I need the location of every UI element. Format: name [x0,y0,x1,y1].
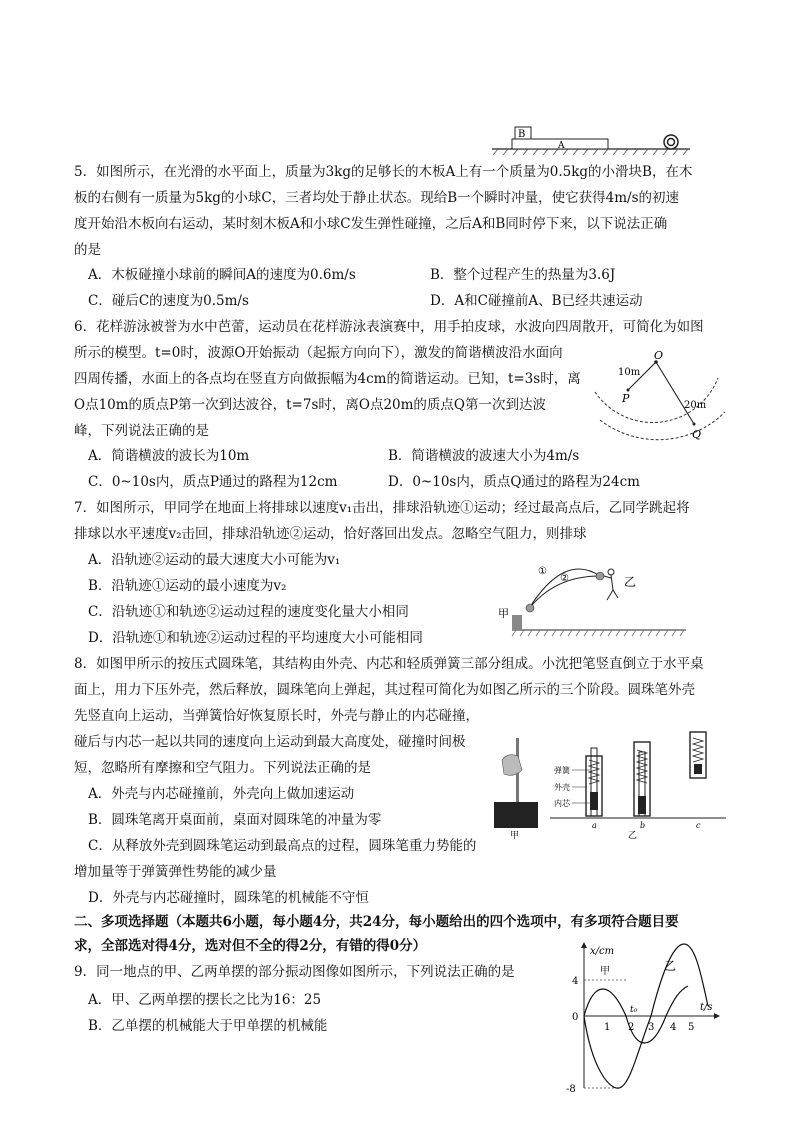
label-yi: 乙 [628,831,638,840]
q6-option-a[interactable]: A．简谐横波的波长为10m [88,448,250,464]
x-tick-4: 4 [670,1022,677,1033]
label-yi: 乙 [624,575,637,589]
label-10m: 10m [618,367,641,378]
label-jia: 甲 [498,607,509,620]
label-o: O [654,350,664,362]
label-yi: 乙 [664,959,677,973]
q9-option-b[interactable]: B．乙单摆的机械能大于甲单摆的机械能 [88,1018,328,1034]
y-tick-0: 0 [572,1012,579,1023]
q5-option-d[interactable]: D．A和C碰撞前A、B已经共速运动 [430,293,643,309]
q6-option-d[interactable]: D．0~10s内，质点Q通过的路程为24cm [388,474,640,490]
label-a: A [558,141,565,151]
q9-option-a[interactable]: A．甲、乙两单摆的摆长之比为16：25 [88,992,322,1008]
q6-line-4: O点10m的质点P第一次到达波谷，t=7s时，离O点20m的质点Q第一次到达波 [74,397,546,413]
q8-line-4: 碰后与内芯一起以共同的速度向上运动到最大高度处，碰撞时间极 [74,734,466,750]
q5-figure [490,122,695,158]
q5-line-1: 5．如图所示，在光滑的水平面上，质量为3kg的足够长的木板A上有一个质量为0.5kg的小滑块B，在木 [74,164,693,180]
x-tick-2: 2 [628,1022,635,1033]
pen-stage-b [634,742,650,816]
q8-line-5: 短，忽略所有摩擦和空气阻力。下列说法正确的是 [74,760,371,776]
q5-line-3: 度开始沿木板向右运动，某时刻木板A和小球C发生弹性碰撞，之后A和B同时停下来，以下说法正确 [74,216,668,232]
q9-line-1: 9．同一地点的甲、乙两单摆的部分振动图像如图所示，下列说法正确的是 [74,964,515,980]
q8-figure [488,730,728,840]
q6-line-5: 峰，下列说法正确的是 [74,423,209,439]
q8-option-c-cont: 增加量等于弹簧弹性势能的减少量 [74,864,277,880]
label-jia: 甲 [510,831,520,840]
q6-option-c[interactable]: C．0~10s内，质点P通过的路程为12cm [88,474,338,490]
q6-option-b[interactable]: B．简谐横波的波速大小为4m/s [388,448,580,464]
q5-option-a[interactable]: A．木板碰撞小球前的瞬间A的速度为0.6m/s [88,267,356,283]
q8-option-d[interactable]: D．外壳与内芯碰撞时，圆珠笔的机械能不守恒 [88,890,369,906]
label-core: 内芯 [554,799,570,808]
table-block [494,802,538,828]
q9-figure [560,940,720,1096]
q8-option-a[interactable]: A．外壳与内芯碰撞前，外壳向上做加速运动 [88,786,355,802]
q5-line-2: 板的右侧有一质量为5kg的小球C，三者均处于静止状态。现给B一个瞬时冲量，使它获得4m/s的初速 [74,190,680,206]
q5-option-b[interactable]: B．整个过程产生的热量为3.6J [430,267,616,283]
trajectory-2-label: ② [560,573,569,584]
q6-figure [590,350,730,442]
q5-option-c[interactable]: C．碰后C的速度为0.5m/s [88,293,249,309]
section2-header-2: 求，全部选对得4分，选对但不全的得2分，有错的得0分） [74,938,427,954]
y-axis-label: x/cm [590,946,615,957]
q8-line-2: 面上，用力下压外壳，然后释放，圆珠笔向上弹起，其过程可简化为如图乙所示的三个阶段。圆珠笔外壳 [74,682,695,698]
x-tick-5: 5 [688,1022,695,1033]
section2-header-1: 二、多项选择题（本题共6小题，每小题4分，共24分，每小题给出的四个选项中，有多项符合题目要 [74,914,679,930]
trajectory-1-label: ① [538,566,547,577]
label-stage-b: b [640,821,646,830]
label-p: P [622,392,630,405]
label-shell: 外壳 [554,783,570,792]
q8-option-b[interactable]: B．圆珠笔离开桌面前，桌面对圆珠笔的冲量为零 [88,812,382,828]
pen-stage-c [690,732,706,778]
q7-option-d[interactable]: D．沿轨迹①和轨迹②运动过程的平均速度大小可能相同 [88,630,423,646]
q7-option-b[interactable]: B．沿轨迹①运动的最小速度为v₂ [88,578,287,594]
y-tick-4: 4 [572,976,579,987]
label-q: Q [692,428,702,441]
q6-line-3: 四周传播，水面上的各点均在竖直方向做振幅为4cm的简谐运动。已知，t=3s时，离 [74,371,581,387]
label-stage-a: a [592,821,597,830]
x-axis-label: t/s [700,1002,713,1013]
label-jia: 甲 [600,966,610,977]
q5-line-4: 的是 [74,242,101,258]
pen-stage-a [586,748,602,816]
t0-label: t₀ [630,1005,638,1015]
label-20m: 20m [684,400,707,411]
label-b: B [518,129,526,140]
y-tick-neg8: -8 [566,1084,576,1095]
q7-option-a[interactable]: A．沿轨迹②运动的最大速度大小可能为v₁ [88,552,341,568]
q8-option-c[interactable]: C．从释放外壳到圆珠笔运动到最高点的过程，圆珠笔重力势能的 [88,838,477,854]
q7-line-1: 7．如图所示，甲同学在地面上将排球以速度v₁击出，排球沿轨迹①运动；经过最高点后，乙同学跳起将 [74,500,690,516]
q7-figure [494,560,694,642]
x-tick-3: 3 [648,1022,655,1033]
q6-line-2: 所示的模型。t=0时，波源O开始振动（起振方向向下），激发的简谐横波沿水面向 [74,345,563,361]
player-yi [604,569,618,600]
label-stage-c: c [696,821,701,830]
q8-line-1: 8．如图甲所示的按压式圆珠笔，其结构由外壳、内芯和轻质弹簧三部分组成。小沈把笔竖直倒立于水平桌 [74,656,704,672]
x-tick-1: 1 [604,1022,611,1033]
q7-line-2: 排球以水平速度v₂击回，排球沿轨迹②运动，恰好落回出发点。忽略空气阻力，则排球 [74,526,587,542]
label-spring: 弹簧 [554,766,570,775]
q7-option-c[interactable]: C．沿轨迹①和轨迹②运动过程的速度变化量大小相同 [88,604,409,620]
q8-line-3: 先竖直向上运动，当弹簧恰好恢复原长时，外壳与静止的内芯碰撞， [74,708,479,724]
q6-line-1: 6．花样游泳被誉为水中芭蕾，运动员在花样游泳表演赛中，用手拍皮球，水波向四周散开，可简化为如图 [74,319,704,335]
ball-c [664,135,678,149]
